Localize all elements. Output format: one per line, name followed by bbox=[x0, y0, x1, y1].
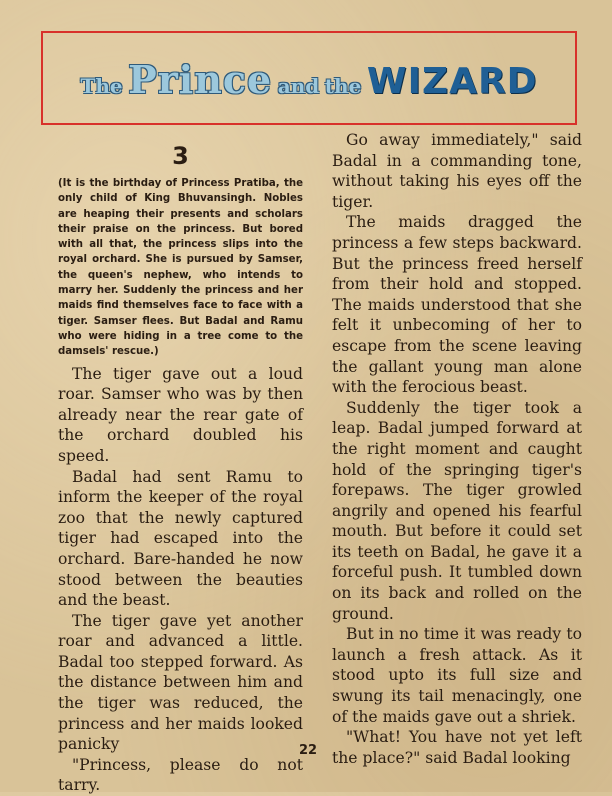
story-title bbox=[43, 57, 575, 102]
title-word-and: and bbox=[277, 74, 320, 98]
chapter-number: 3 bbox=[172, 142, 189, 170]
paragraph: The tiger gave yet another roar and advanced a little. Badal too stepped forward. As the distance between him and the tiger was reduced, the princess and her maids looked panicky bbox=[58, 611, 303, 754]
paragraph: The maids dragged the princess a few steps backward. But the princess freed herself from their hold and stopped. The maids understood that she felt it unbecoming of her to escape from the scene leaving the gallant young man alone with the ferocious beast. bbox=[332, 213, 582, 397]
left-column bbox=[58, 138, 303, 796]
title-word-prince: Prince bbox=[128, 57, 273, 102]
paragraph: Go away immediately," said Badal in a commanding tone, without taking his eyes off the tiger. bbox=[332, 131, 582, 211]
paragraph: The tiger gave out a loud roar. Samser who was by then already near the rear gate of the orchard doubled his speed. bbox=[58, 364, 303, 465]
right-column bbox=[332, 130, 582, 768]
title-word-wizard: WIZARD bbox=[366, 61, 538, 102]
title-word-the-2: the bbox=[324, 74, 362, 98]
page-number: 22 bbox=[298, 743, 318, 758]
paragraph: But in no time it was ready to launch a fresh attack. As it stood upto its full size and swung its tail menacingly, one of the maids gave out a shriek. bbox=[332, 625, 582, 726]
title-word-the: The bbox=[80, 74, 123, 98]
paragraph: Badal had sent Ramu to inform the keeper of the royal zoo that the newly captured tiger had escaped into the orchard. Bare-handed he now stood between the beauties and the beast. bbox=[58, 467, 303, 610]
paragraph: "Princess, please do not tarry. bbox=[58, 755, 303, 795]
chapter-summary: (It is the birthday of Princess Pratiba, the only child of King Bhuvansingh. Nobles are heaping their presents and scholars their praise on the princess. But bored with all that, the princess slips into the royal orchard. She is pursued by Samser, the queen's nephew, who intends to marry her. Suddenly the princess and her maids find themselves face to face with a tiger. Samser flees. But Badal and Ramu who were hiding in a tree come to the damsels' rescue.) bbox=[58, 178, 303, 358]
paragraph: "What! You have not yet left the place?" said Badal looking bbox=[332, 728, 582, 767]
title-banner bbox=[41, 31, 577, 125]
paragraph: Suddenly the tiger took a leap. Badal jumped forward at the right moment and caught hold of the springing tiger's forepaws. The tiger growled angrily and opened his fearful mouth. But before it could set its teeth on Badal, he gave it a forceful push. It tumbled down on its back and rolled on the ground. bbox=[332, 398, 582, 623]
